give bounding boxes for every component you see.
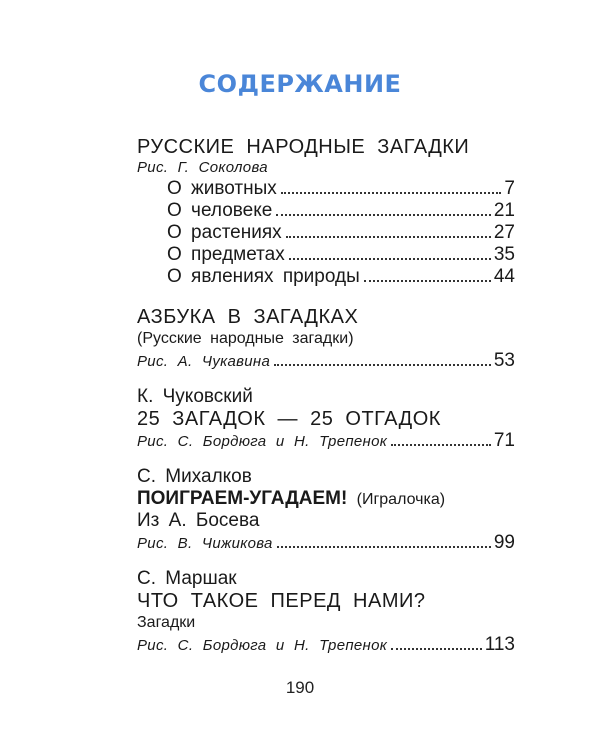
illustrator-credit: Рис. С. Бордюга и Н. Трепенок — [137, 637, 388, 654]
toc-section-russian-riddles — [137, 136, 515, 288]
entry-page-number: 71 — [493, 430, 515, 451]
entry-label: О человеке — [167, 200, 273, 221]
entry-label: О явлениях природы — [167, 266, 360, 287]
dot-leader — [277, 546, 491, 548]
entry-page-number: 99 — [493, 532, 515, 553]
dot-leader — [391, 648, 482, 650]
toc-entry-nature[interactable] — [137, 266, 515, 288]
dot-leader — [274, 364, 491, 366]
entry-page-number: 113 — [484, 634, 515, 655]
entry-page-number: 27 — [493, 222, 515, 243]
dot-leader — [364, 280, 491, 282]
table-of-contents — [137, 136, 515, 656]
page-number: 190 — [285, 678, 315, 697]
section-heading[interactable]: АЗБУКА В ЗАГАДКАХ — [137, 306, 359, 328]
dot-leader — [289, 258, 491, 260]
entry-page-number: 21 — [493, 200, 515, 221]
section-heading[interactable]: РУССКИЕ НАРОДНЫЕ ЗАГАДКИ — [137, 136, 470, 158]
section-heading: ПОИГРАЕМ-УГАДАЕМ! — [137, 488, 348, 509]
entry-label: О предметах — [167, 244, 285, 265]
toc-entry-mikhalkov[interactable] — [137, 532, 515, 554]
toc-section-marshak — [137, 568, 515, 656]
toc-entry-marshak[interactable] — [137, 634, 515, 656]
toc-section-chukovsky — [137, 386, 515, 452]
illustrator-credit: Рис. С. Бордюга и Н. Трепенок — [137, 433, 388, 450]
toc-entry-plants[interactable] — [137, 222, 515, 244]
section-author: С. Маршак — [137, 568, 237, 589]
section-heading[interactable]: 25 ЗАГАДОК — 25 ОТГАДОК — [137, 408, 441, 430]
illustrator-credit: Рис. Г. Соколова — [137, 159, 268, 176]
illustrator-credit: Рис. В. Чижикова — [137, 535, 273, 552]
page-title: СОДЕРЖАНИЕ — [198, 70, 402, 98]
entry-page-number: 53 — [493, 350, 515, 371]
dot-leader — [391, 444, 491, 446]
entry-page-number: 7 — [504, 178, 515, 199]
section-heading[interactable]: ЧТО ТАКОЕ ПЕРЕД НАМИ? — [137, 590, 426, 612]
dot-leader — [281, 192, 502, 194]
toc-entry-chukovsky[interactable] — [137, 430, 515, 452]
entry-page-number: 35 — [493, 244, 515, 265]
section-subtitle: Из А. Босева — [137, 510, 260, 531]
section-heading-note: (Игралочка) — [356, 491, 446, 508]
section-author: С. Михалков — [137, 466, 252, 487]
toc-entry-alphabet[interactable] — [137, 350, 515, 372]
entry-label: О животных — [167, 178, 277, 199]
toc-entry-objects[interactable] — [137, 244, 515, 266]
toc-entry-human[interactable] — [137, 200, 515, 222]
toc-section-alphabet — [137, 306, 515, 372]
dot-leader — [276, 214, 491, 216]
entry-page-number: 44 — [493, 266, 515, 287]
section-heading-row[interactable] — [137, 488, 515, 510]
entry-label: О растениях — [167, 222, 282, 243]
illustrator-credit: Рис. А. Чукавина — [137, 353, 271, 370]
section-subtitle: (Русские народные загадки) — [137, 330, 354, 347]
toc-entry-animals[interactable] — [137, 178, 515, 200]
section-subtitle: Загадки — [137, 614, 196, 631]
section-author: К. Чуковский — [137, 386, 253, 407]
dot-leader — [286, 236, 491, 238]
toc-section-mikhalkov — [137, 466, 515, 554]
